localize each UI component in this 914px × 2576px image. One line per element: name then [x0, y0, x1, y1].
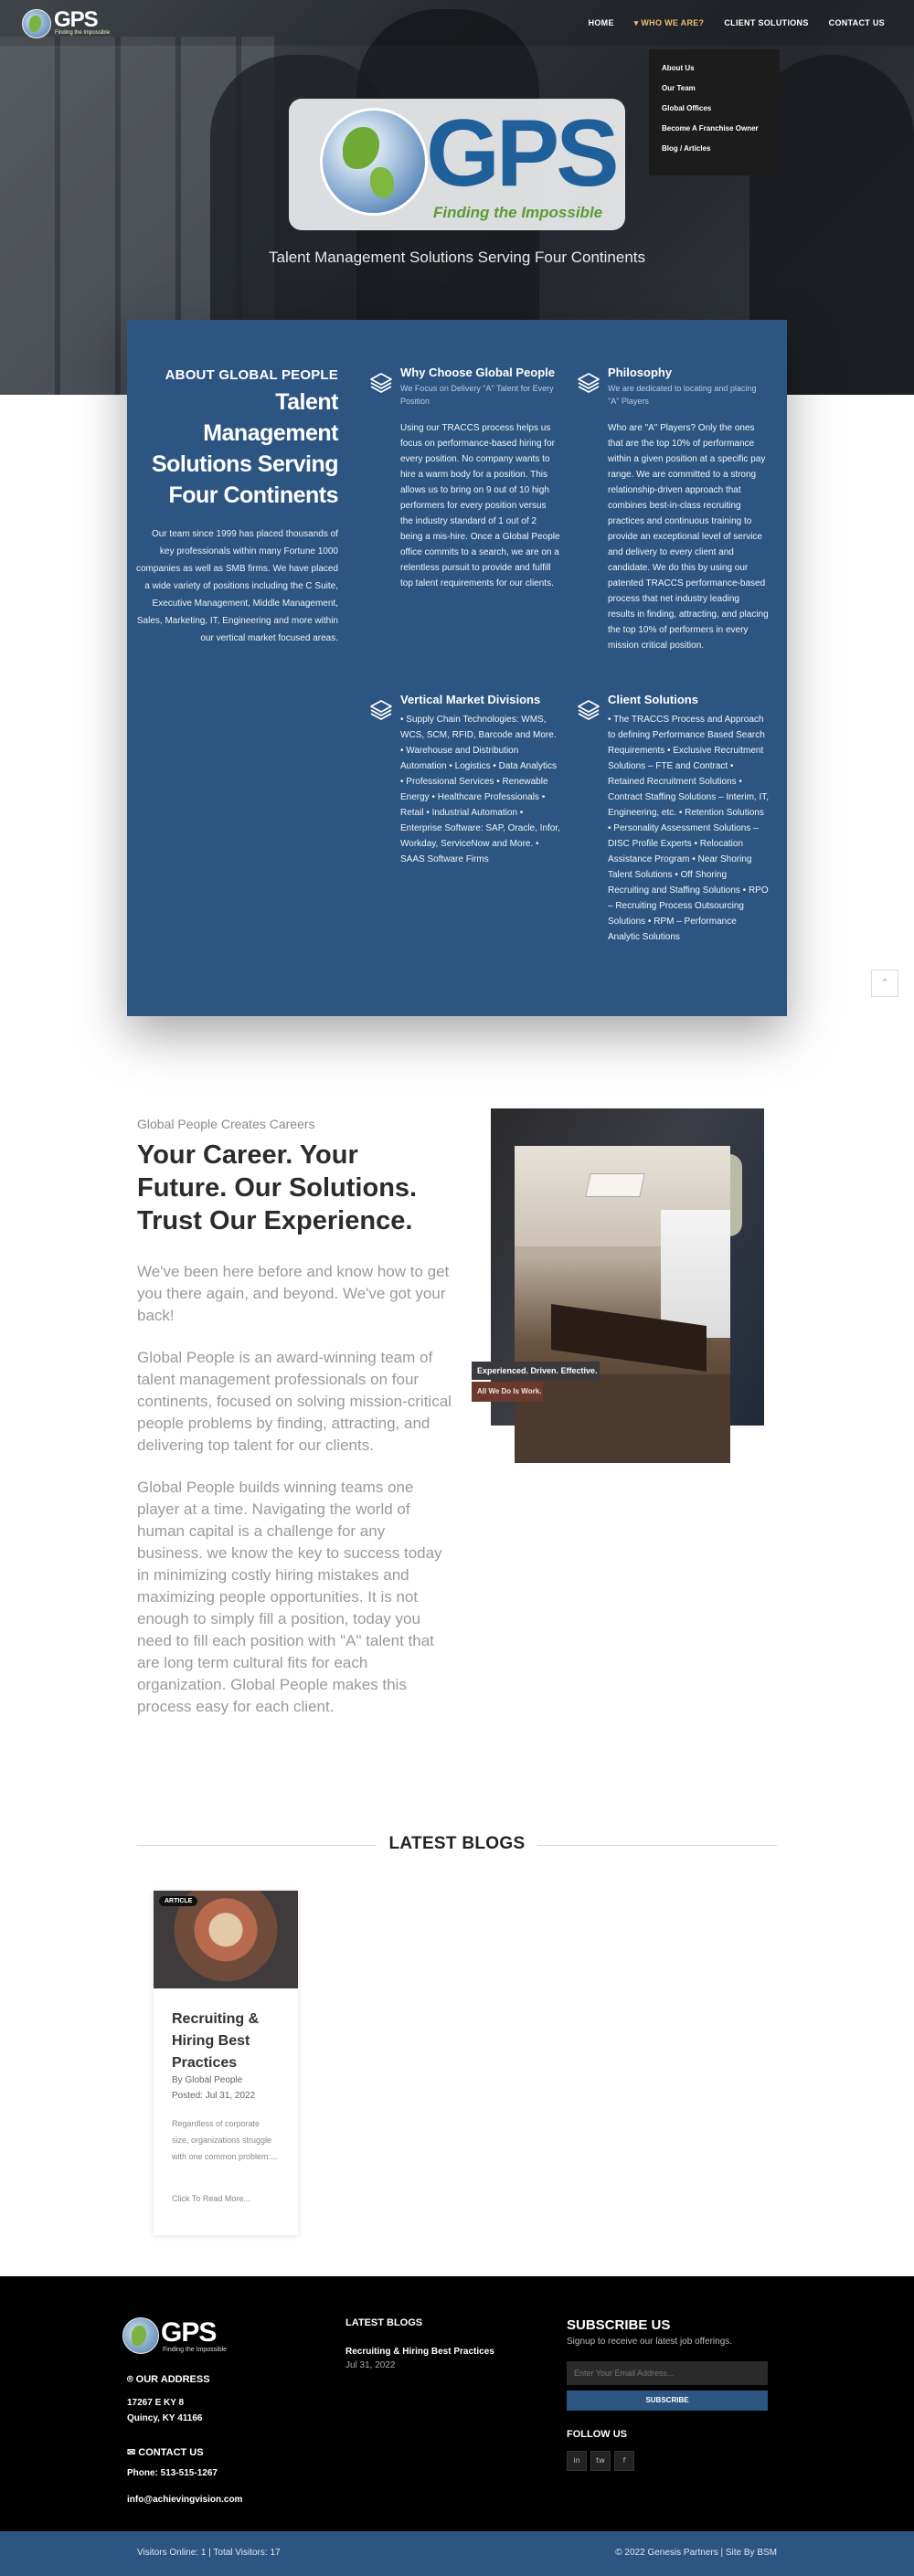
globe-icon	[22, 9, 51, 38]
hero-logo-text: GPS	[426, 101, 616, 207]
follow-us-label: FOLLOW US	[567, 2429, 627, 2440]
experience-badge: Experienced. Driven. Effective.	[472, 1362, 600, 1380]
layers-icon	[577, 371, 600, 395]
footer-address-label: ⌾ OUR ADDRESS	[127, 2374, 210, 2385]
feature-heading: Philosophy	[608, 366, 673, 379]
divider	[537, 1845, 777, 1846]
site-logo[interactable]	[22, 7, 111, 40]
footer-logo[interactable]	[122, 2317, 228, 2358]
dropdown-item-about-us[interactable]: About Us	[662, 64, 695, 72]
subscribe-email-input[interactable]	[567, 2361, 768, 2385]
layers-icon	[369, 698, 393, 722]
footer-phone[interactable]: Phone: 513-515-1267	[127, 2468, 218, 2478]
logo-text: GPS	[54, 7, 98, 32]
footer-logo-tagline: Finding the Impossible	[163, 2347, 228, 2353]
feature-heading: Why Choose Global People	[400, 366, 556, 379]
twitter-icon[interactable]: tw	[590, 2451, 611, 2471]
footer-email[interactable]: info@achievingvision.com	[127, 2495, 243, 2505]
feature-subheading: We are dedicated to locating and placing "A" Players	[608, 384, 757, 406]
subscribe-button[interactable]: SUBSCRIBE	[567, 2390, 768, 2411]
dropdown-item-global-offices[interactable]: Global Offices	[662, 104, 712, 112]
footer-logo-text: GPS	[161, 2317, 217, 2348]
visitor-counter: Visitors Online: 1 | Total Visitors: 17	[137, 2548, 281, 2558]
hero-logo	[289, 99, 625, 230]
career-section	[137, 1117, 452, 1718]
career-pretitle: Global People Creates Careers	[137, 1117, 315, 1131]
globe-icon	[320, 108, 428, 216]
about-label: ABOUT GLOBAL PEOPLE	[165, 367, 338, 383]
footer-address-line: 17267 E KY 8	[127, 2398, 185, 2408]
map-pin-icon: ⌾	[127, 2374, 136, 2385]
about-title: Talent Management Solutions Serving Four Continents	[151, 389, 338, 508]
globe-icon	[122, 2317, 159, 2354]
facebook-icon[interactable]: f	[614, 2451, 634, 2471]
footer-latest-label: LATEST BLOGS	[345, 2317, 423, 2328]
bottom-bar	[0, 2531, 914, 2576]
linkedin-icon[interactable]: in	[567, 2451, 587, 2471]
career-paragraph: Global People builds winning teams one player at a time. Navigating the world of human capital is a challenge for any business. we know the key to success today in minimizing costly hiring mistakes and maximizing people opportunities. It is not enough to simply fill a position, today you need to fill each position with "A" talent that are long term cultural fits for each organization. Global People makes this process easy for each client.	[137, 1479, 442, 1715]
feature-heading: Vertical Market Divisions	[400, 693, 541, 706]
feature-why-choose	[369, 366, 561, 591]
nav-client-solutions[interactable]: CLIENT SOLUTIONS	[724, 18, 809, 27]
nav-contact-us[interactable]: CONTACT US	[828, 18, 885, 27]
dropdown-item-blog[interactable]: Blog / Articles	[662, 144, 711, 153]
layers-icon	[577, 698, 600, 722]
footer-latest-blogs	[345, 2317, 494, 2370]
dropdown-item-our-team[interactable]: Our Team	[662, 84, 696, 92]
footer-latest-date: Jul 31, 2022	[345, 2360, 396, 2370]
footer-latest-title[interactable]: Recruiting & Hiring Best Practices	[345, 2347, 494, 2357]
work-badge: All We Do Is Work.	[472, 1382, 543, 1402]
footer-contact-label: ✉ CONTACT US	[127, 2447, 204, 2458]
top-nav-bar	[0, 0, 914, 46]
subscribe-heading: SUBSCRIBE US	[567, 2317, 671, 2333]
footer-subscribe	[567, 2317, 768, 2471]
footer-address-block	[127, 2374, 210, 2426]
hero-subtitle: Talent Management Solutions Serving Four Continents	[268, 249, 645, 266]
latest-blogs-heading	[137, 1834, 777, 1856]
blog-card[interactable]	[154, 1891, 298, 2235]
footer-contact-block	[127, 2446, 242, 2507]
feature-subheading: We Focus on Delivery "A" Talent for Every Position	[400, 384, 554, 406]
footer	[0, 2276, 914, 2531]
feature-client-solutions	[577, 693, 769, 945]
dropdown-item-franchise[interactable]: Become A Franchise Owner	[662, 124, 759, 133]
who-we-are-dropdown	[649, 49, 780, 175]
career-paragraph: We've been here before and know how to get you there again, and beyond. We've got your back!	[137, 1263, 450, 1324]
career-title: Your Career. Your Future. Our Solutions. Trust Our Experience.	[137, 1140, 418, 1235]
feature-philosophy	[577, 366, 769, 653]
feature-vertical-markets	[369, 693, 561, 867]
feature-heading: Client Solutions	[608, 693, 698, 706]
hero-logo-tagline: Finding the Impossible	[433, 204, 603, 221]
nav-home[interactable]: HOME	[588, 18, 614, 27]
social-links	[567, 2451, 768, 2471]
about-section	[127, 320, 787, 1016]
logo-tagline: Finding the Impossible	[55, 30, 111, 36]
blog-card-date: Posted: Jul 31, 2022	[172, 2091, 256, 2101]
blog-card-author: By Global People	[172, 2075, 243, 2085]
main-nav	[569, 18, 885, 28]
feature-body: • Supply Chain Technologies: WMS, WCS, SCM, RFID, Barcode and More. • Warehouse and Distribution Automation • Logistics • Data Analytics • Professional Services • Renewable Energy • Healthcare Professionals • Retail • Industrial Automation • Enterprise Software: SAP, Oracle, Infor, Workday, ServiceNow and More. • SAAS Software Firms	[400, 715, 560, 864]
subscribe-subtext: Signup to receive our latest job offerings.	[567, 2337, 733, 2347]
feature-body: • The TRACCS Process and Approach to defining Performance Based Search Requirements • Exclusive Recruitment Solutions – FTE and Contract • Retained Recruitment Solutions • Contract Staffing Solutions – Interim, IT, Engineering, etc. • Retention Solutions • Personality Assessment Solutions – DISC Profile Experts • Relocation Assistance Program • Near Shoring Talent Solutions • Off Shoring Recruiting and Staffing Solutions • RPO – Recruiting Process Outsourcing Solutions • RPM – Performance Analytic Solutions	[608, 715, 770, 942]
about-text: Our team since 1999 has placed thousands of key professionals within many Fortune 1000 companies as well as SMB firms. We have placed a wide variety of positions including the C Suite, Executive Management, Middle Management, Sales, Marketing, IT, Engineering and more within our vertical market focused areas.	[136, 529, 339, 643]
feature-body: Using our TRACCS process helps us focus on performance-based hiring for every position. No company wants to hire a warm body for a position. This allows us to bring on 9 out of 10 high performers for every position versus the industry standard of 1 out of 2 being a mis-hire. Once a Global People office commits to a search, we are on a relentless pursuit to provide and fulfill top talent requirements for our clients.	[400, 423, 560, 588]
layers-icon	[369, 371, 393, 395]
footer-address-line: Quincy, KY 41166	[127, 2413, 203, 2423]
latest-blogs-title: LATEST BLOGS	[388, 1834, 526, 1853]
scroll-to-top-button[interactable]: ⌃	[871, 970, 898, 997]
blog-card-title[interactable]: Recruiting & Hiring Best Practices	[172, 2011, 260, 2071]
career-paragraph: Global People is an award-winning team of talent management professionals on four continents, focused on solving mission-critical people problems by finding, attracting, and delivering top talent for our clients.	[137, 1349, 452, 1454]
feature-body: Who are "A" Players? Only the ones that are the top 10% of performance within a given position at a specific pay range. We are committed to a strong relationship-driven approach that combines best-in-class recruiting practices and continuous training to provide an exceptional level of service and delivery to every client and candidate. We do this by using our patented TRACCS performance-based process that net industry leading results in finding, attracting, and placing the top 10% of performers in every mission critical position.	[608, 423, 769, 651]
office-image-front	[515, 1146, 730, 1463]
nav-who-we-are[interactable]: ▾ WHO WE ARE?	[633, 18, 705, 27]
about-intro	[136, 367, 338, 647]
blog-card-tag: ARTICLE	[159, 1896, 197, 1906]
copyright: © 2022 Genesis Partners | Site By BSM	[615, 2548, 777, 2558]
blog-card-excerpt: Regardless of corporate size, organizations struggle with one common problem:...	[172, 2119, 278, 2161]
blog-card-read-more[interactable]: Click To Read More...	[172, 2194, 250, 2203]
envelope-icon: ✉	[127, 2447, 139, 2458]
